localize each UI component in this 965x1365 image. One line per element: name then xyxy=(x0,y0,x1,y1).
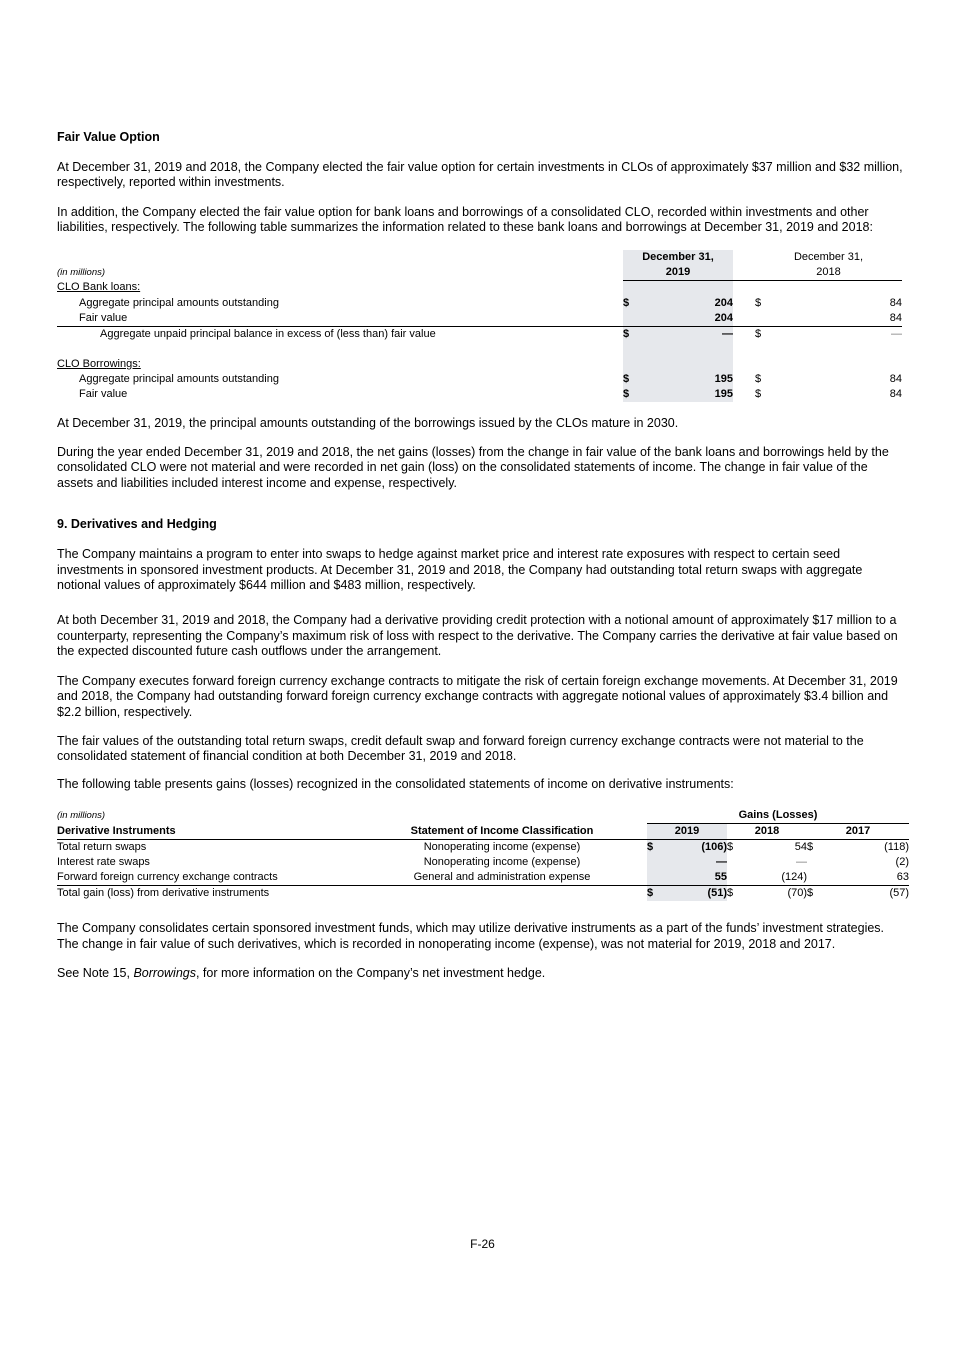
table-row xyxy=(57,387,902,402)
fv-paragraph-3: At December 31, 2019, the principal amounts outstanding of the borrowings issued by the CLOs mature in 2030. xyxy=(57,415,679,430)
value-2018: 84 xyxy=(889,296,902,309)
row-label: Fair value xyxy=(79,387,128,400)
derivative-gains-table xyxy=(57,808,909,901)
currency-2018: $ xyxy=(755,326,773,342)
col-2018-line2: 2018 xyxy=(755,265,902,281)
value-2018: — xyxy=(773,326,902,342)
currency-2018: $ xyxy=(727,886,739,902)
clo-borrowings-heading: CLO Borrowings: xyxy=(57,357,141,370)
value-2019: (51) xyxy=(659,886,727,902)
col-2019: 2019 xyxy=(647,824,727,840)
fair-value-option-heading: Fair Value Option xyxy=(57,130,160,144)
col-derivative-instruments: Derivative Instruments xyxy=(57,824,357,840)
col-2017: 2017 xyxy=(807,824,909,840)
currency-2019 xyxy=(647,855,659,870)
fv-paragraph-2: In addition, the Company elected the fair value option for bank loans and borrowings of a consolidated CLO, recorded within investments and other liabilities, respectively. The following table summarizes the information related to these bank loans and borrowings at December 31, 2019 and 2018: xyxy=(57,204,873,235)
deriv-units-label: (in millions) xyxy=(57,810,106,822)
deriv-paragraph-1: The Company maintains a program to enter into swaps to hedge against market price and interest rate exposures with respect to certain seed investments in sponsored investment products. At December 31, 2019 and 2018, the Company had outstanding total return swaps with aggregate notional values of approximately $644 million and $483 million, respectively. xyxy=(57,547,863,593)
row-label: Aggregate principal amounts outstanding xyxy=(79,296,279,309)
income-classification: Nonoperating income (expense) xyxy=(423,856,581,869)
col-2019-line1: December 31, xyxy=(623,250,733,265)
col-2019-line2: 2019 xyxy=(623,265,733,281)
deriv-paragraph-4: The fair values of the outstanding total return swaps, credit default swap and forward foreign currency exchange contracts were not material to the consolidated statement of financial condition at both December 31, 2019 and 2018. xyxy=(57,733,864,764)
row-label: Fair value xyxy=(79,311,128,324)
currency-2018 xyxy=(727,855,739,870)
deriv-paragraph-6: The Company consolidates certain sponsored investment funds, which may utilize derivative instruments as a part of the funds’ investment strategies. The change in fair value of such derivatives, which is recorded in nonoperating income (expense), was not material for 2019, 2018 and 2017. xyxy=(57,921,885,951)
document-page xyxy=(57,130,907,981)
value-2019: $ — xyxy=(623,327,733,340)
value-2017: (2) xyxy=(895,856,909,869)
deriv-paragraph-7: See Note 15, Borrowings, for more information on the Company’s net investment hedge. xyxy=(57,965,546,980)
currency-2019: $ xyxy=(647,840,659,856)
value-2017: 63 xyxy=(896,871,909,884)
currency-2017: $ xyxy=(807,886,819,902)
value-2019: — xyxy=(659,855,727,870)
value-2019: (106) xyxy=(659,840,727,856)
currency-2018 xyxy=(727,870,739,886)
col-2018-line1: December 31, xyxy=(793,250,864,263)
value-2019: 55 xyxy=(659,870,727,886)
currency-2018: $ xyxy=(755,387,762,400)
fv-paragraph-4: During the year ended December 31, 2019 and 2018, the net gains (losses) from the change in fair value of the bank loans and borrowings held by the consolidated CLO were not material and were recorded in net gain (loss) on the consolidated statements of income. The change in fair value of the assets and liabilities included interest income and expense, respectively. xyxy=(57,445,889,490)
currency-2017 xyxy=(807,855,819,870)
currency-2018: $ xyxy=(755,372,762,385)
gains-losses-header: Gains (Losses) xyxy=(647,808,909,824)
value-2018: 84 xyxy=(889,311,902,324)
deriv-paragraph-2: At both December 31, 2019 and 2018, the Company had a derivative providing credit protection with a notional amount of approximately $17 million to a counterparty, representing the Company’s maximum risk of loss with respect to the derivative. The Company carries the derivative at fair value based on the expected discounted future cash outflows under the arrangement. xyxy=(57,613,898,659)
units-label: (in millions) xyxy=(57,266,106,278)
table-row xyxy=(57,296,902,311)
table-row xyxy=(57,311,902,327)
table-row xyxy=(57,855,909,870)
income-classification xyxy=(357,886,647,902)
value-2017: (118) xyxy=(884,841,909,854)
row-label: Aggregate unpaid principal balance in excess of (less than) fair value xyxy=(57,326,623,342)
value-2019: $ 195 xyxy=(623,372,733,385)
value-2018: 84 xyxy=(889,372,902,385)
derivatives-heading: 9. Derivatives and Hedging xyxy=(57,517,217,532)
currency-2018: $ xyxy=(727,841,734,854)
value-2017: (57) xyxy=(819,886,909,902)
table-row xyxy=(57,870,909,886)
instrument-name: Interest rate swaps xyxy=(57,856,150,869)
value-2018: (70) xyxy=(739,886,807,902)
table-row xyxy=(57,372,902,387)
col-2018: 2018 xyxy=(727,824,807,840)
borrowings-note-ref: Borrowings xyxy=(133,965,196,980)
income-classification: General and administration expense xyxy=(413,871,591,884)
col-income-classification: Statement of Income Classification xyxy=(357,824,647,840)
deriv-paragraph-3: The Company executes forward foreign currency exchange contracts to mitigate the risk of certain foreign exchange movements. At December 31, 2019 and 2018, the Company had outstanding forward foreign currency exchange contracts with aggregate notional values of approximately $3.4 billion and $2.2 billion, respectively. xyxy=(57,673,898,719)
currency-2017: $ xyxy=(807,841,814,854)
clo-fair-value-table xyxy=(57,250,902,402)
currency-2019 xyxy=(647,870,659,886)
income-classification: Nonoperating income (expense) xyxy=(423,841,581,854)
currency-2018: $ xyxy=(755,296,762,309)
instrument-name: Total return swaps xyxy=(57,841,147,854)
value-2018: 54 xyxy=(794,841,807,854)
currency-2019: $ xyxy=(647,886,659,902)
clo-bank-loans-heading: CLO Bank loans: xyxy=(57,281,141,294)
currency-2017 xyxy=(807,870,819,886)
value-2018: — xyxy=(796,856,807,869)
row-label: Aggregate principal amounts outstanding xyxy=(79,372,279,385)
deriv-paragraph-5: The following table presents gains (losses) recognized in the consolidated statements of income on derivative instruments: xyxy=(57,776,734,791)
page-number: F-26 xyxy=(470,1237,495,1251)
value-2018: (124) xyxy=(781,871,807,884)
value-2018: 84 xyxy=(889,387,902,400)
instrument-name: Total gain (loss) from derivative instruments xyxy=(57,886,357,902)
total-row xyxy=(57,886,909,902)
table-row xyxy=(57,840,909,856)
instrument-name: Forward foreign currency exchange contracts xyxy=(57,871,278,884)
value-2019: $ 204 xyxy=(623,296,733,309)
fv-paragraph-1: At December 31, 2019 and 2018, the Company elected the fair value option for certain investments in CLOs of approximately $37 million and $32 million, respectively, reported within investments. xyxy=(57,160,903,190)
value-2019: 204 xyxy=(623,311,733,327)
table-row xyxy=(57,326,902,342)
value-2019: $ 195 xyxy=(623,387,733,400)
currency-2018 xyxy=(755,311,773,327)
